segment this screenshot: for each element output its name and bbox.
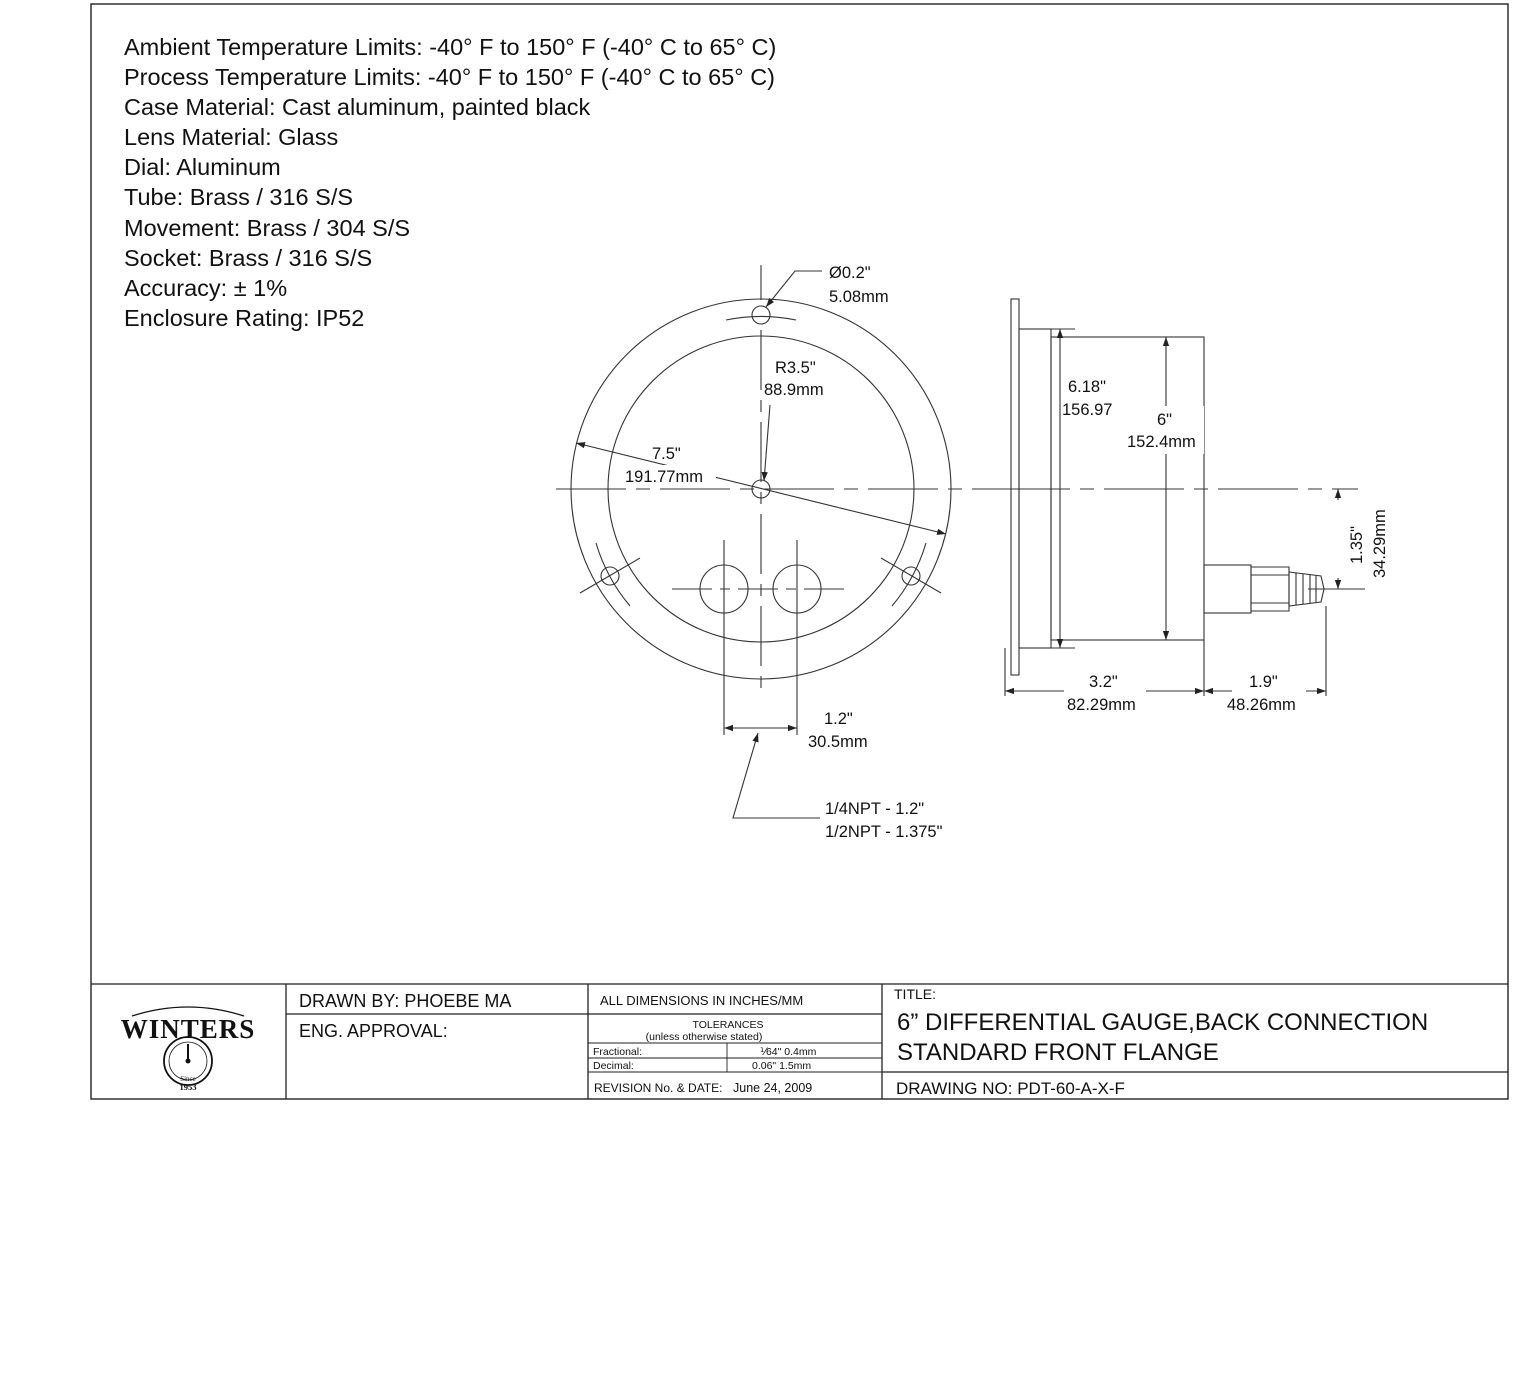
spec-line: Case Material: Cast aluminum, painted black — [124, 94, 591, 121]
depth-mm: 82.29mm — [1067, 696, 1136, 714]
spec-line: Ambient Temperature Limits: -40° F to 150° F (-40° C to 65° C) — [124, 34, 777, 60]
decimal-label: Decimal: — [593, 1060, 634, 1072]
hole-dia-in: Ø0.2" — [829, 264, 871, 282]
port-note-2: 1/2NPT - 1.375" — [825, 823, 943, 841]
socket-offset-in: 1.35" — [1348, 526, 1366, 564]
spec-line: Lens Material: Glass — [124, 124, 339, 151]
spec-line: Accuracy: ± 1% — [124, 274, 288, 301]
tolerances-sub: (unless otherwise stated) — [645, 1031, 763, 1043]
drawing-number: DRAWING NO: PDT-60-A-X-F — [896, 1079, 1125, 1098]
dimensions-note: ALL DIMENSIONS IN INCHES/MM — [600, 993, 804, 1008]
dial-dia-mm: 152.4mm — [1127, 433, 1196, 451]
socket-hex — [1251, 567, 1289, 611]
side-view — [990, 299, 1365, 696]
spec-list — [124, 32, 776, 333]
radius-in: R3.5" — [775, 359, 816, 377]
spec-line: Enclosure Rating: IP52 — [124, 304, 365, 331]
front-view — [556, 265, 992, 818]
spec-line: Process Temperature Limits: -40° F to 150° F (-40° C to 65° C) — [124, 64, 776, 91]
front-view-labels — [622, 264, 943, 841]
port-note-1: 1/4NPT - 1.2" — [825, 800, 925, 818]
case-dia-mm: 156.97 — [1062, 401, 1113, 419]
socket-offset-mm: 34.29mm — [1371, 509, 1389, 578]
port-spacing-mm: 30.5mm — [808, 733, 868, 751]
diameter-in: 7.5" — [652, 445, 681, 463]
title-label: TITLE: — [894, 986, 937, 1002]
diameter-mm: 191.77mm — [625, 468, 703, 486]
revision-label: REVISION No. & DATE: — [594, 1081, 723, 1095]
revision-date: June 24, 2009 — [733, 1081, 813, 1095]
spec-line: Movement: Brass / 304 S/S — [124, 214, 411, 241]
drawn-by: DRAWN BY: PHOEBE MA — [299, 991, 512, 1011]
title-block-text — [299, 986, 1428, 1098]
spec-line: Dial: Aluminum — [124, 154, 281, 181]
side-view-labels — [1062, 372, 1389, 714]
dial-dia-in: 6" — [1157, 411, 1173, 429]
drawing-title-line2: STANDARD FRONT FLANGE — [897, 1039, 1219, 1066]
port-spacing-in: 1.2" — [824, 710, 853, 728]
fractional-label: Fractional: — [593, 1046, 643, 1058]
flange-plate — [1011, 299, 1019, 675]
hole-dia-mm: 5.08mm — [829, 288, 889, 306]
spec-line: Socket: Brass / 316 S/S — [124, 244, 373, 271]
radius-mm: 88.9mm — [764, 381, 824, 399]
winters-logo — [121, 1007, 256, 1092]
fractional-value: ⅟64" 0.4mm — [760, 1046, 817, 1058]
logo-year: 1953 — [179, 1082, 197, 1092]
decimal-value: 0.06" 1.5mm — [752, 1060, 812, 1072]
socket-len-in: 1.9" — [1249, 673, 1278, 691]
depth-in: 3.2" — [1089, 673, 1118, 691]
logo-since: Since — [180, 1075, 196, 1083]
case-dia-in: 6.18" — [1068, 378, 1106, 396]
spec-line: Tube: Brass / 316 S/S — [124, 184, 354, 211]
tolerances-heading: TOLERANCES — [692, 1019, 764, 1031]
logo-text: WINTERS — [120, 1014, 256, 1044]
socket-len-mm: 48.26mm — [1227, 696, 1296, 714]
socket — [1204, 565, 1251, 613]
eng-approval: ENG. APPROVAL: — [299, 1021, 448, 1041]
drawing-title-line1: 6” DIFFERENTIAL GAUGE,BACK CONNECTION — [897, 1009, 1429, 1036]
